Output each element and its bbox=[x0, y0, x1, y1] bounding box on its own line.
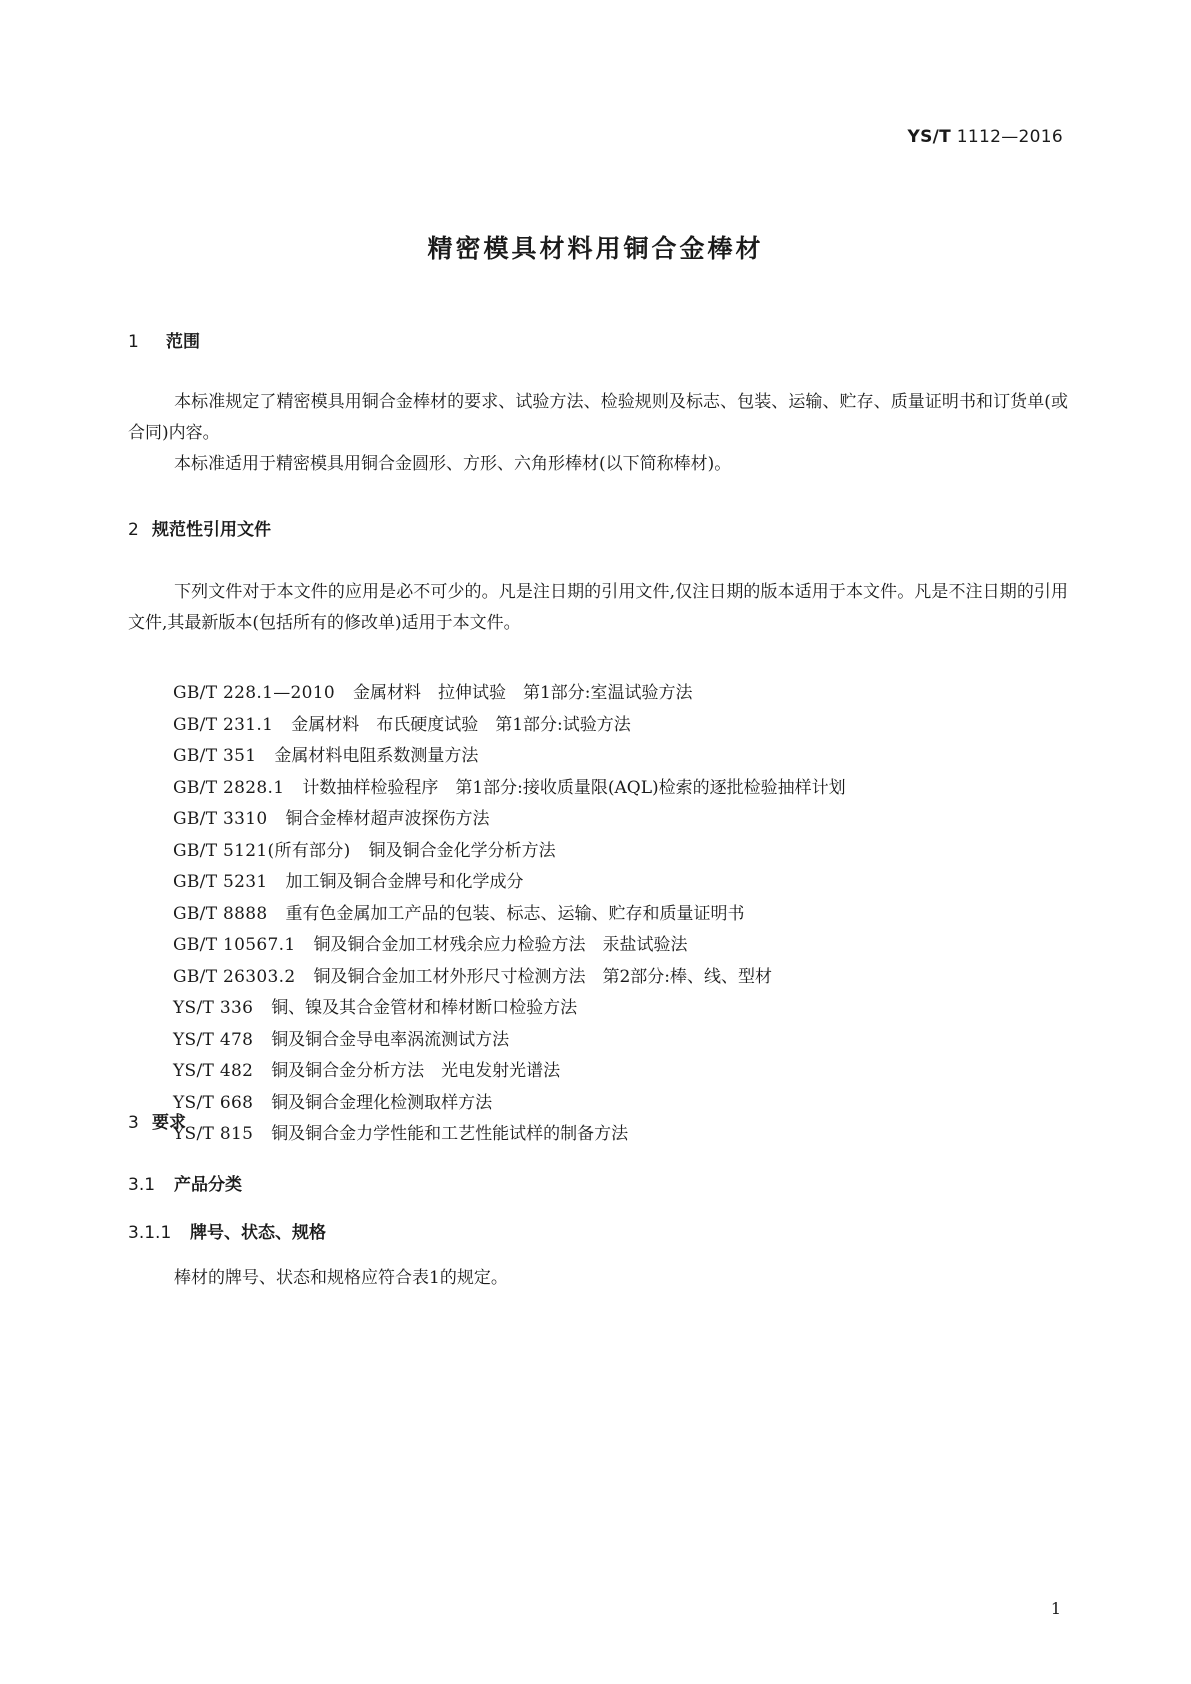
reference-item bbox=[173, 678, 846, 710]
section-1-paragraph-2: 本标准适用于精密模具用铜合金圆形、方形、六角形棒材(以下简称棒材)。 bbox=[174, 454, 732, 474]
reference-title: 铜及铜合金化学分析方法 bbox=[368, 840, 556, 861]
reference-code: YS/T 815 bbox=[173, 1124, 254, 1144]
reference-title: 铜及铜合金加工材残余应力检验方法 汞盐试验法 bbox=[313, 935, 688, 955]
reference-code: GB/T 351 bbox=[173, 746, 257, 766]
reference-title: 加工铜及铜合金牌号和化学成分 bbox=[285, 872, 524, 892]
reference-title: 铜及铜合金加工材外形尺寸检测方法 第2部分:棒、线、型材 bbox=[313, 966, 772, 987]
page-number: 1 bbox=[1050, 1599, 1061, 1618]
reference-code: GB/T 231.1 bbox=[173, 714, 274, 735]
reference-item bbox=[173, 1088, 846, 1120]
reference-item bbox=[173, 1056, 846, 1088]
reference-item bbox=[173, 710, 846, 742]
section-3-1-1-paragraph: 棒材的牌号、状态和规格应符合表1的规定。 bbox=[174, 1268, 508, 1288]
reference-code: GB/T 26303.2 bbox=[173, 966, 296, 987]
reference-code: GB/T 8888 bbox=[173, 903, 268, 924]
section-3-1-heading: 3.1 产品分类 bbox=[128, 1175, 242, 1195]
document-title: 精密模具材料用铜合金棒材 bbox=[427, 234, 764, 263]
standard-code: YS/T 1112—2016 bbox=[907, 127, 1063, 147]
section-2-intro: 下列文件对于本文件的应用是必不可少的。凡是注日期的引用文件,仅注日期的版本适用于本文件。凡是不注日期的引用文件,其最新版本(包括所有的修改单)适用于本文件。 bbox=[128, 582, 1068, 633]
section-1-paragraph-1: 本标准规定了精密模具用铜合金棒材的要求、试验方法、检验规则及标志、包装、运输、贮存、质量证明书和订货单(或合同)内容。 bbox=[128, 392, 1068, 443]
reference-code: GB/T 5121(所有部分) bbox=[173, 840, 351, 861]
reference-code: GB/T 3310 bbox=[173, 809, 268, 829]
reference-item bbox=[173, 741, 846, 773]
reference-title: 重有色金属加工产品的包装、标志、运输、贮存和质量证明书 bbox=[285, 903, 745, 924]
reference-item bbox=[173, 1119, 846, 1151]
reference-title: 铜及铜合金力学性能和工艺性能试样的制备方法 bbox=[271, 1124, 629, 1144]
normative-references-list bbox=[173, 678, 846, 1151]
section-2-heading: 2 规范性引用文件 bbox=[128, 520, 271, 540]
reference-item bbox=[173, 899, 846, 931]
reference-title: 金属材料电阻系数测量方法 bbox=[274, 746, 479, 766]
reference-title: 铜及铜合金理化检测取样方法 bbox=[271, 1092, 493, 1113]
reference-title: 金属材料 拉伸试验 第1部分:室温试验方法 bbox=[352, 683, 693, 703]
reference-item bbox=[173, 993, 846, 1025]
reference-title: 铜及铜合金导电率涡流测试方法 bbox=[271, 1029, 510, 1050]
reference-item bbox=[173, 930, 846, 962]
section-1-heading: 1 范围 bbox=[128, 332, 200, 352]
section-3-heading: 3 要求 bbox=[128, 1113, 186, 1133]
reference-code: GB/T 5231 bbox=[173, 872, 268, 892]
reference-item bbox=[173, 1025, 846, 1057]
reference-title: 计数抽样检验程序 第1部分:接收质量限(AQL)检索的逐批检验抽样计划 bbox=[302, 777, 846, 798]
reference-code: YS/T 336 bbox=[173, 998, 254, 1018]
reference-item bbox=[173, 962, 846, 994]
reference-item bbox=[173, 773, 846, 805]
reference-item bbox=[173, 804, 846, 836]
reference-code: GB/T 2828.1 bbox=[173, 777, 285, 798]
reference-code: GB/T 10567.1 bbox=[173, 935, 296, 955]
reference-item bbox=[173, 867, 846, 899]
reference-item bbox=[173, 836, 846, 868]
reference-title: 铜及铜合金分析方法 光电发射光谱法 bbox=[271, 1061, 561, 1081]
reference-code: YS/T 482 bbox=[173, 1061, 254, 1081]
reference-code: YS/T 478 bbox=[173, 1029, 254, 1050]
reference-title: 铜合金棒材超声波探伤方法 bbox=[285, 809, 490, 829]
section-3-1-1-heading: 3.1.1 牌号、状态、规格 bbox=[128, 1223, 326, 1243]
reference-code: GB/T 228.1—2010 bbox=[173, 683, 335, 703]
reference-code: YS/T 668 bbox=[173, 1092, 254, 1113]
reference-title: 金属材料 布氏硬度试验 第1部分:试验方法 bbox=[291, 714, 631, 735]
reference-title: 铜、镍及其合金管材和棒材断口检验方法 bbox=[271, 998, 578, 1018]
